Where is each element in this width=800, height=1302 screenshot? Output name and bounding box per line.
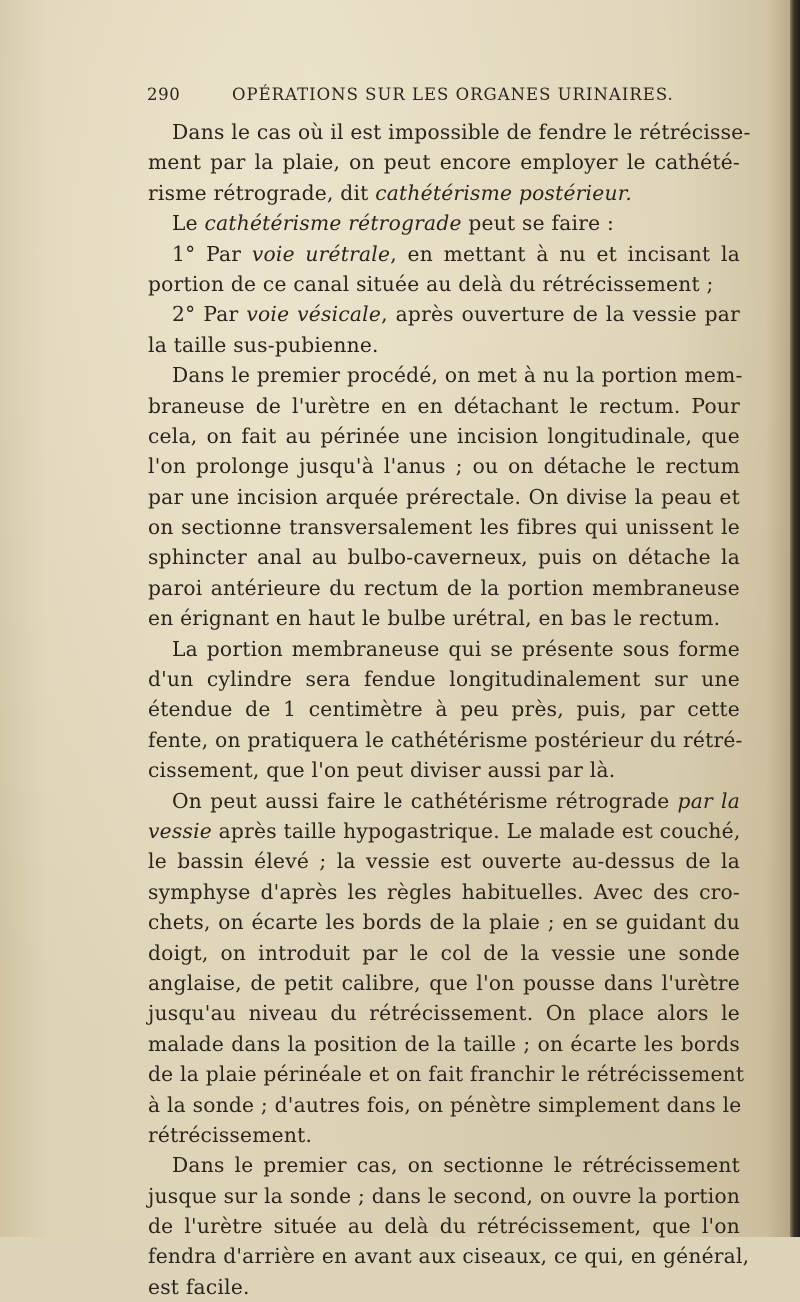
running-title: OPÉRATIONS SUR LES ORGANES URINAIRES. [232, 85, 674, 104]
text-line [148, 664, 740, 694]
page-number: 290 [147, 85, 181, 104]
text-line [148, 573, 740, 603]
text-line [148, 603, 740, 633]
text-line [148, 1029, 740, 1059]
text-line [148, 786, 740, 816]
text-segment: après taille hypogastrique. Le malade est couché, [211, 818, 741, 843]
text-line [148, 816, 740, 846]
text-line [148, 1120, 740, 1150]
text-line [148, 482, 740, 512]
text-line [148, 178, 740, 208]
text-segment: l'on prolonge jusqu'à l'anus ; ou on détache le rectum [148, 454, 740, 479]
text-segment: paroi antérieure du rectum de la portion membraneuse [148, 575, 740, 600]
text-segment: Dans le cas où il est impossible de fendre le rétrécisse- [172, 120, 751, 144]
text-segment: doigt, on introduit par le col de la vessie une sonde [148, 940, 740, 965]
text-line [148, 147, 740, 177]
text-line [148, 512, 740, 542]
text-line [148, 421, 740, 451]
text-line [148, 360, 743, 390]
text-segment: la taille sus-pubienne. [148, 332, 379, 357]
text-segment: , après ouverture de la vessie par [381, 302, 740, 327]
text-segment: rétrécissement. [148, 1122, 313, 1147]
text-segment: portion de ce canal située au delà du rétrécissement ; [148, 271, 714, 296]
text-line [148, 998, 740, 1028]
text-segment: de l'urètre située au delà du rétrécissement, que l'on [148, 1214, 740, 1239]
text-line [148, 391, 740, 421]
text-segment: chets, on écarte les bords de la plaie ; en se guidant du [148, 910, 740, 935]
text-segment: On peut aussi faire le cathétérisme rétrograde [172, 788, 678, 813]
text-line [148, 694, 740, 724]
text-segment: jusque sur la sonde ; dans le second, on ouvre la portion [148, 1183, 741, 1208]
text-segment: d'un cylindre sera fendue longitudinalement sur une [148, 667, 740, 692]
text-segment: le bassin élevé ; la vessie est ouverte au-dessus de la [148, 849, 740, 874]
text-line [148, 208, 740, 238]
text-line [148, 1090, 740, 1120]
italic-text: vessie [148, 818, 212, 843]
text-segment: cissement, que l'on peut diviser aussi par là. [148, 758, 616, 783]
running-header [147, 85, 767, 111]
text-line [148, 634, 740, 664]
page-edge [790, 0, 800, 1237]
text-segment: en érignant en haut le bulbe urétral, en bas le rectum. [148, 606, 721, 631]
italic-text: par la [677, 788, 740, 813]
text-segment: , en mettant à nu et incisant la [390, 241, 740, 266]
text-line [148, 1272, 740, 1302]
text-line [148, 239, 740, 269]
text-segment: on sectionne transversalement les fibres qui unissent le [148, 515, 740, 540]
text-line [148, 725, 743, 755]
text-line [148, 451, 740, 481]
text-line [148, 269, 740, 299]
text-segment: par une incision arquée prérectale. On divise la peau et [148, 484, 740, 509]
italic-text: voie vésicale [246, 302, 382, 327]
text-segment: cela, on fait au périnée une incision longitudinale, que [148, 423, 740, 448]
text-line [148, 542, 740, 572]
text-segment: à la sonde ; d'autres fois, on pénètre simplement dans le [148, 1092, 742, 1117]
body-text [148, 117, 751, 1302]
text-segment: 2° Par [172, 302, 247, 327]
text-segment: risme rétrograde, dit [148, 180, 376, 205]
italic-text: cathétérisme postérieur. [375, 180, 633, 205]
text-line [148, 938, 740, 968]
text-line [148, 1241, 750, 1271]
text-segment: peut se faire : [461, 211, 615, 236]
text-segment: braneuse de l'urètre en en détachant le rectum. Pour [148, 393, 740, 418]
text-line [148, 846, 740, 876]
text-segment: fente, on pratiquera le cathétérisme postérieur du rétré- [148, 727, 743, 752]
text-segment: de la plaie périnéale et on fait franchir le rétrécissement [148, 1062, 745, 1087]
italic-text: voie urétrale [251, 241, 391, 266]
text-segment: sphincter anal au bulbo-caverneux, puis on détache la [148, 545, 740, 570]
text-segment: étendue de 1 centimètre à peu près, puis, par cette [148, 697, 740, 722]
italic-text: cathétérisme rétrograde [204, 211, 462, 236]
text-line [148, 877, 740, 907]
text-line [148, 907, 740, 937]
text-segment: ment par la plaie, on peut encore employer le cathété- [148, 150, 740, 175]
text-segment: anglaise, de petit calibre, que l'on pousse dans l'urètre [148, 970, 740, 995]
text-line [148, 1150, 740, 1180]
text-line [148, 755, 740, 785]
text-segment: symphyse d'après les règles habituelles. Avec des cro- [148, 879, 740, 904]
text-line [148, 330, 740, 360]
text-line [148, 1181, 740, 1211]
text-segment: La portion membraneuse qui se présente sous forme [172, 636, 740, 661]
text-segment: est facile. [148, 1274, 250, 1299]
text-line [148, 968, 740, 998]
text-line [148, 117, 751, 147]
text-segment: Le [172, 211, 205, 236]
text-segment: jusqu'au niveau du rétrécissement. On place alors le [148, 1001, 740, 1026]
text-segment: Dans le premier cas, on sectionne le rétrécissement [172, 1153, 740, 1178]
text-segment: fendra d'arrière en avant aux ciseaux, ce qui, en général, [148, 1244, 750, 1269]
text-line [148, 1059, 745, 1089]
text-segment: malade dans la position de la taille ; on écarte les bords [148, 1031, 740, 1056]
text-segment: Dans le premier procédé, on met à nu la portion mem- [172, 363, 743, 388]
text-segment: 1° Par [172, 241, 252, 266]
text-line [148, 299, 740, 329]
